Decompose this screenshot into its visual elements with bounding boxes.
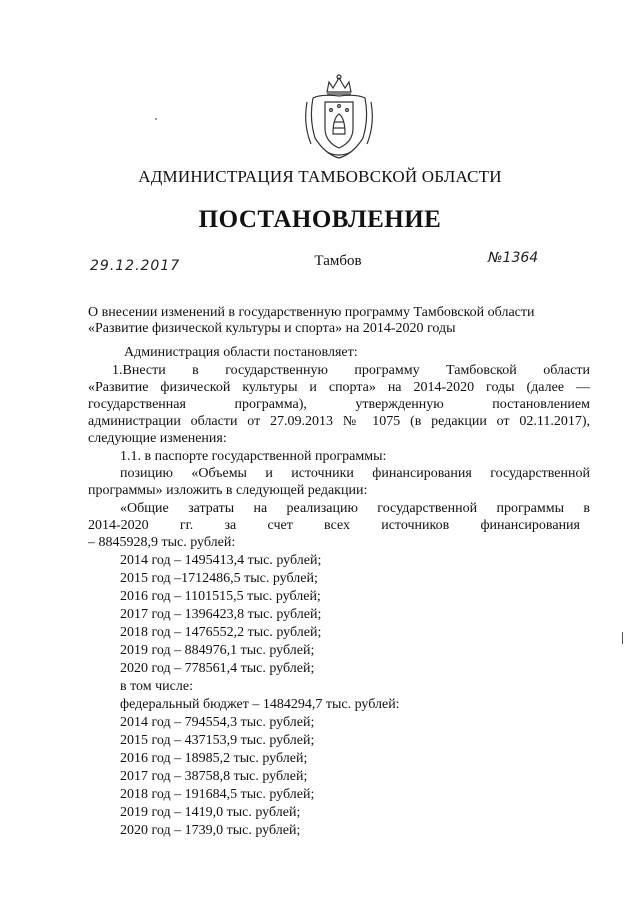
p1-line-4: администрации области от 27.09.2013 № 1075 (в редакции от 02.11.2017), <box>88 414 590 429</box>
including-label: в том числе: <box>120 679 193 694</box>
total-2017: 2017 год – 1396423,8 тыс. рублей; <box>120 607 322 622</box>
p1-line-5: следующие изменения: <box>88 431 227 446</box>
scan-speck <box>155 118 157 120</box>
p11-line: 1.1. в паспорте государственной программы: <box>120 449 387 464</box>
subject-line-2: «Развитие физической культуры и спорта» на 2014-2020 годы <box>88 321 456 336</box>
subject-line-1: О внесении изменений в государственную программу Тамбовской области <box>88 305 535 320</box>
coat-of-arms-icon <box>299 72 379 160</box>
p1-line-1: 1.Внести в государственную программу Тамбовской области <box>112 363 590 378</box>
document-title: ПОСТАНОВЛЕНИЕ <box>198 206 442 233</box>
federal-total: федеральный бюджет – 1484294,7 тыс. рублей: <box>120 697 400 712</box>
total-2018: 2018 год – 1476552,2 тыс. рублей; <box>120 625 322 640</box>
quote-line-1: «Общие затраты на реализацию государственной программы в <box>120 501 590 516</box>
position-line-2: программы» изложить в следующей редакции: <box>88 483 368 498</box>
document-number: №1364 <box>488 250 539 266</box>
federal-2014: 2014 год – 794554,3 тыс. рублей; <box>120 715 315 730</box>
organization-name: АДМИНИСТРАЦИЯ ТАМБОВСКОЙ ОБЛАСТИ <box>138 167 502 186</box>
document-date: 29.12.2017 <box>90 258 181 274</box>
quote-line-2: 2014-2020 гг. за счет всех источников финансирования <box>88 518 580 533</box>
total-2015: 2015 год –1712486,5 тыс. рублей; <box>120 571 318 586</box>
total-2014: 2014 год – 1495413,4 тыс. рублей; <box>120 553 322 568</box>
total-2020: 2020 год – 778561,4 тыс. рублей; <box>120 661 315 676</box>
city-name: Тамбов <box>314 253 362 269</box>
federal-2019: 2019 год – 1419,0 тыс. рублей; <box>120 805 301 820</box>
quote-line-3: – 8845928,9 тыс. рублей: <box>88 535 236 550</box>
federal-2015: 2015 год – 437153,9 тыс. рублей; <box>120 733 315 748</box>
total-2016: 2016 год – 1101515,5 тыс. рублей; <box>120 589 321 604</box>
federal-2020: 2020 год – 1739,0 тыс. рублей; <box>120 823 301 838</box>
federal-2018: 2018 год – 191684,5 тыс. рублей; <box>120 787 315 802</box>
federal-2017: 2017 год – 38758,8 тыс. рублей; <box>120 769 308 784</box>
intro-line: Администрация области постановляет: <box>124 345 358 360</box>
p1-line-2: «Развитие физической культуры и спорта» на 2014-2020 годы (далее — <box>88 380 590 395</box>
p1-line-3: государственная программа), утвержденную постановлением <box>88 397 590 412</box>
total-2019: 2019 год – 884976,1 тыс. рублей; <box>120 643 315 658</box>
position-line-1: позицию «Объемы и источники финансирования государственной <box>120 466 590 481</box>
scan-margin-mark <box>622 632 623 644</box>
federal-2016: 2016 год – 18985,2 тыс. рублей; <box>120 751 308 766</box>
